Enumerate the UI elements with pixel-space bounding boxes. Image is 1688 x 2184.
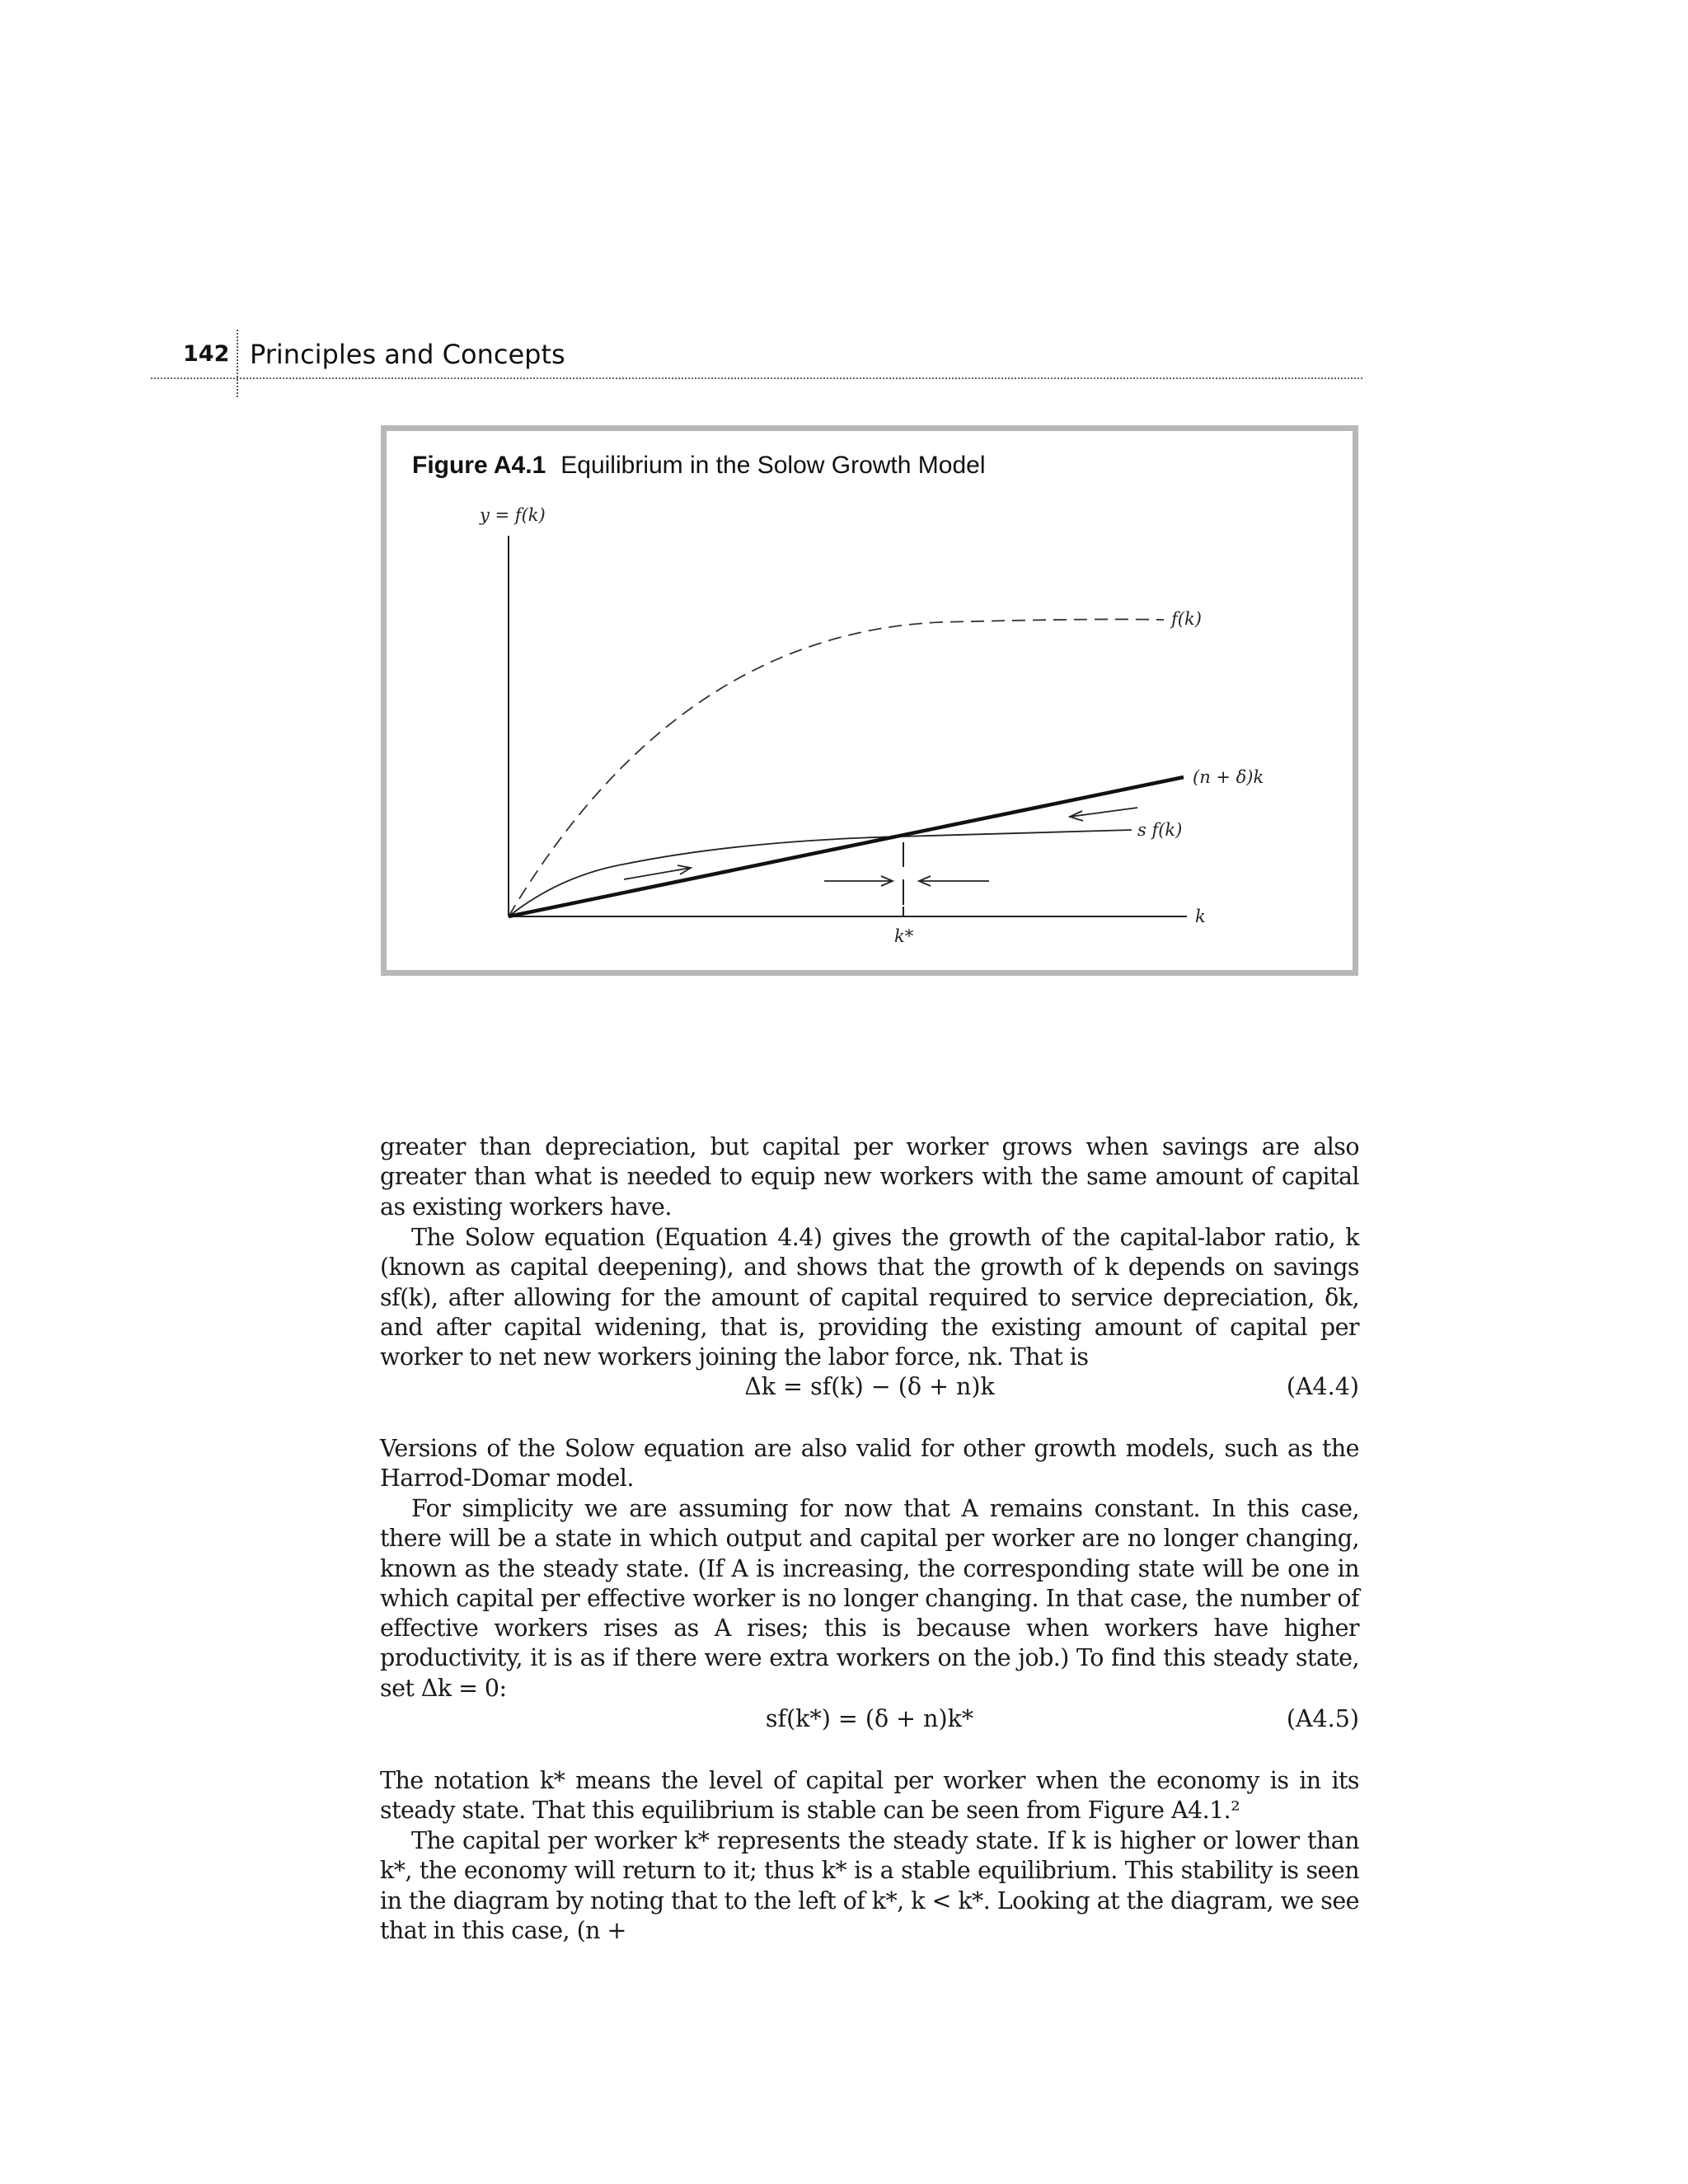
- series-sf-k: [509, 830, 1132, 916]
- paragraph-2: The Solow equation (Equation 4.4) gives the growth of the capital-labor ratio, k (known as capital deepening), and shows that the growth of k depends on savings sf(k), after allowing for the amount of capital required to service depreciation, δk, and after capital widening, that is, providing the existing amount of capital per worker to net new workers joining the labor force, nk. That is: [380, 1224, 1359, 1371]
- y-axis-label: y = f(k): [480, 505, 546, 525]
- x-axis-label: k: [1195, 907, 1206, 926]
- equation-a4-4: [380, 1372, 1359, 1405]
- label-f-k: f(k): [1171, 609, 1202, 629]
- arrow-axis-left: [824, 876, 893, 886]
- equation-a4-4-body: Δk = sf(k) − (δ + n)k: [744, 1373, 995, 1400]
- label-n-delta-k: (n + δ)k: [1193, 767, 1264, 787]
- equation-a4-5: [380, 1704, 1359, 1737]
- figure-title: Equilibrium in the Solow Growth Model: [560, 452, 986, 479]
- equation-a4-5-tag: (A4.5): [1286, 1705, 1359, 1732]
- equation-a4-5-body: sf(k*) = (δ + n)k*: [765, 1705, 974, 1732]
- arrow-along-sf-left: [624, 865, 691, 879]
- label-sf-k: s f(k): [1137, 820, 1183, 840]
- solow-chart: [0, 0, 1688, 989]
- running-title: Principles and Concepts: [250, 339, 565, 370]
- paragraph-1: greater than depreciation, but capital per worker grows when savings are also greater than what is needed to equip new workers with the same amount of capital as existing workers have.: [380, 1133, 1359, 1221]
- series-f-k: [509, 619, 1164, 916]
- paragraph-6: The capital per worker k* represents the steady state. If k is higher or lower than k*, the economy will return to it; thus k* is a stable equilibrium. This stability is seen in the diagram by noting that to the left of k*, k < k*. Looking at the diagram, we see that in this case, (n +: [380, 1827, 1359, 1944]
- kstar-label: k*: [894, 926, 914, 946]
- arrow-axis-right: [919, 876, 989, 886]
- arrow-along-line-right: [1070, 808, 1137, 821]
- paragraph-4: For simplicity we are assuming for now that A remains constant. In this case, there will be a state in which output and capital per worker are no longer changing, known as the steady state. (If A is increasing, the corresponding state will be one in which capital per effective worker is no longer changing. In that case, the number of effective workers rises as A rises; this is because when workers have higher productivity, it is as if there were extra workers on the job.) To find this steady state, set Δk = 0:: [380, 1495, 1359, 1702]
- figure-number: Figure A4.1: [412, 452, 546, 479]
- series-n-delta-k: [509, 777, 1184, 916]
- paragraph-5: The notation k* means the level of capital per worker when the economy is in its steady state. That this equilibrium is stable can be seen from Figure A4.1.²: [380, 1767, 1359, 1825]
- paragraph-3: Versions of the Solow equation are also valid for other growth models, such as the Harrod-Domar model.: [380, 1435, 1359, 1493]
- page-number: 142: [183, 341, 230, 367]
- equation-a4-4-tag: (A4.4): [1286, 1373, 1359, 1400]
